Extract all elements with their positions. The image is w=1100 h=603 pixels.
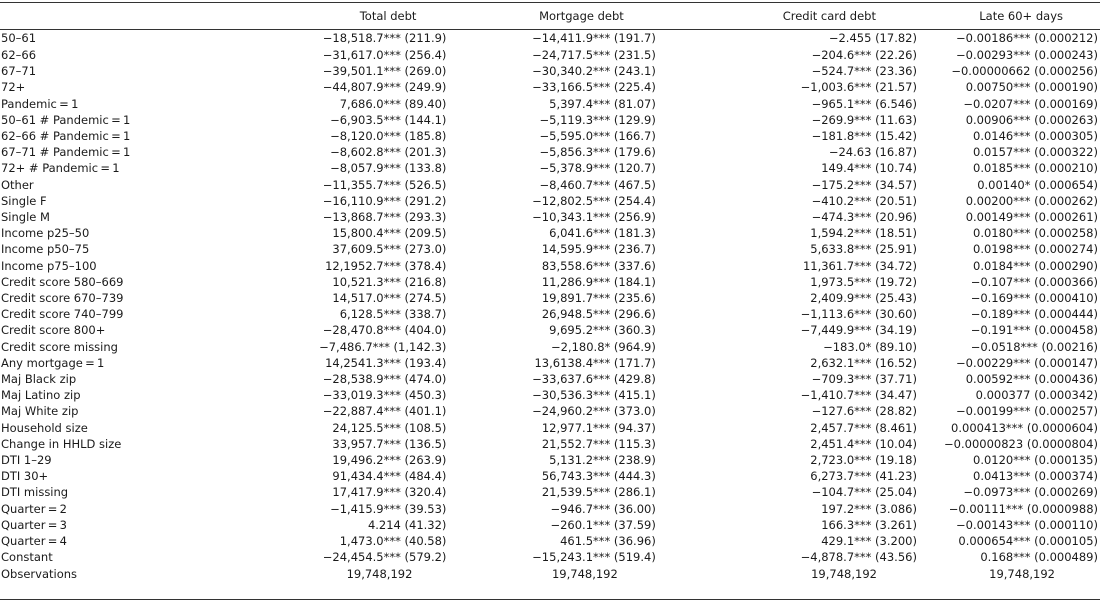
coef-cell: 9,695.2*** (360.3) [549, 323, 656, 338]
bottom-rule [0, 599, 1100, 600]
coef-cell: 0.0146*** (0.000305) [973, 129, 1098, 144]
coef-cell: 11,286.9*** (184.1) [541, 274, 656, 289]
table-row [0, 322, 1100, 338]
coef-cell: −30,340.2*** (243.1) [532, 64, 656, 79]
coef-cell: −474.3*** (20.96) [811, 210, 917, 225]
table-row [0, 209, 1100, 225]
coef-cell: 0.000377 (0.000342) [975, 388, 1098, 403]
coef-cell: −5,856.3*** (179.6) [539, 145, 656, 160]
row-label: Credit score 740–799 [1, 307, 124, 322]
coef-cell: 5,131.2*** (238.9) [549, 453, 656, 468]
coef-cell: 0.0185*** (0.000210) [973, 161, 1098, 176]
coef-cell: −11,355.7*** (526.5) [322, 177, 447, 192]
row-label: Quarter = 3 [1, 517, 67, 532]
header-cell-label [0, 3, 231, 29]
row-label: DTI 30+ [1, 469, 49, 484]
coef-cell: −0.00143*** (0.000110) [956, 517, 1098, 532]
coef-cell: 21,539.5*** (286.1) [541, 485, 656, 500]
row-label: 50–61 # Pandemic = 1 [1, 112, 131, 127]
table-row [0, 517, 1100, 533]
coef-cell: −4,878.7*** (43.56) [800, 550, 917, 565]
row-label: Single F [1, 193, 47, 208]
table-row [0, 177, 1100, 193]
coef-cell: 4.214 (41.32) [367, 517, 447, 532]
coef-cell: 2,632.1*** (16.52) [810, 355, 917, 370]
coef-cell: 429.1*** (3.200) [821, 534, 917, 549]
table-row [0, 241, 1100, 257]
table-row [0, 225, 1100, 241]
coef-cell: 0.0157*** (0.000322) [973, 145, 1098, 160]
coef-cell: −175.2*** (34.57) [811, 177, 917, 192]
row-label: Quarter = 2 [1, 501, 67, 516]
table-row [0, 79, 1100, 95]
coef-cell: 2,723.0*** (19.18) [810, 453, 917, 468]
row-label: Credit score missing [1, 339, 118, 354]
observations-row [0, 566, 1100, 582]
row-label: Credit score 580–669 [1, 274, 124, 289]
coef-cell: −6,903.5*** (144.1) [330, 112, 447, 127]
coef-cell: −104.7*** (25.04) [811, 485, 917, 500]
coef-cell: −5,378.9*** (120.7) [539, 161, 656, 176]
coef-cell: 2,457.7*** (8.461) [810, 420, 917, 435]
coef-cell: 1,973.5*** (19.72) [810, 274, 917, 289]
coef-cell: 56,743.3*** (444.3) [541, 469, 656, 484]
row-label: Constant [1, 550, 53, 565]
coef-cell: 6,273.7*** (41.23) [810, 469, 917, 484]
coef-cell: 0.00140* (0.000654) [977, 177, 1098, 192]
table-row [0, 355, 1100, 371]
coef-cell: −28,470.8*** (404.0) [322, 323, 447, 338]
coef-cell: −8,057.9*** (133.8) [330, 161, 447, 176]
table-row [0, 501, 1100, 517]
coef-cell: −524.7*** (23.36) [811, 64, 917, 79]
coef-cell: −127.6*** (28.82) [811, 404, 917, 419]
row-label: DTI 1–29 [1, 453, 52, 468]
row-label: 72+ [1, 80, 26, 95]
row-label: Single M [1, 210, 50, 225]
coef-cell: −1,410.7*** (34.47) [800, 388, 917, 403]
coef-cell: 461.5*** (36.96) [560, 534, 656, 549]
coef-cell: 0.00906*** (0.000263) [965, 112, 1098, 127]
header-cell-total-debt: Total debt [359, 9, 417, 23]
table-row [0, 47, 1100, 63]
coef-cell: −2,180.8* (964.9) [550, 339, 656, 354]
coef-cell: −22,887.4*** (401.1) [322, 404, 447, 419]
coef-cell: −2.455 (17.82) [828, 30, 917, 45]
coef-cell: 5,397.4*** (81.07) [549, 96, 656, 111]
coef-cell: −410.2*** (20.51) [811, 193, 917, 208]
row-label: Quarter = 4 [1, 534, 67, 549]
coef-cell: −24.63 (16.87) [828, 145, 917, 160]
coef-cell: 0.000413*** (0.0000604) [951, 420, 1098, 435]
coef-cell: −204.6*** (22.26) [811, 48, 917, 62]
row-label: 62–66 [1, 48, 37, 62]
coef-cell: 0.00750*** (0.000190) [965, 80, 1098, 95]
coef-cell: 13,6138.4*** (171.7) [534, 355, 656, 370]
row-label: Credit score 670–739 [1, 291, 124, 306]
coef-cell: 21,552.7*** (115.3) [541, 436, 656, 451]
table-row [0, 339, 1100, 355]
row-label: Maj Latino zip [1, 388, 81, 403]
coef-cell: −8,120.0*** (185.8) [330, 129, 447, 144]
header-row [0, 3, 1100, 29]
table-row [0, 420, 1100, 436]
coef-cell: 166.3*** (3.261) [821, 517, 917, 532]
coef-cell: −1,415.9*** (39.53) [330, 501, 447, 516]
coef-cell: 37,609.5*** (273.0) [332, 242, 447, 257]
coef-cell: −16,110.9*** (291.2) [322, 193, 447, 208]
table-row [0, 468, 1100, 484]
table-row [0, 290, 1100, 306]
coef-cell: −0.00293*** (0.000243) [956, 48, 1098, 62]
coef-cell: −183.0* (89.10) [823, 339, 917, 354]
table-row [0, 533, 1100, 549]
table-row [0, 436, 1100, 452]
coef-cell: 0.00200*** (0.000262) [965, 193, 1098, 208]
coef-cell: −0.0207*** (0.000169) [963, 96, 1098, 111]
coef-cell: −33,019.3*** (450.3) [322, 388, 447, 403]
row-label: Household size [1, 420, 88, 435]
row-label: 67–71 [1, 64, 37, 79]
coef-cell: −7,449.9*** (34.19) [800, 323, 917, 338]
observations-value: 19,748,192 [551, 566, 618, 581]
row-label: Pandemic = 1 [1, 96, 79, 111]
coef-cell: −709.3*** (37.71) [811, 372, 917, 387]
coef-cell: 0.0180*** (0.000258) [973, 226, 1098, 241]
coef-cell: 0.0413*** (0.000374) [973, 469, 1098, 484]
coef-cell: −0.191*** (0.000458) [970, 323, 1098, 338]
coef-cell: 0.00149*** (0.000261) [965, 210, 1098, 225]
coef-cell: 7,686.0*** (89.40) [339, 96, 447, 111]
coef-cell: 24,125.5*** (108.5) [332, 420, 447, 435]
coef-cell: 0.000654*** (0.000105) [958, 534, 1098, 549]
coef-cell: 6,128.5*** (338.7) [339, 307, 447, 322]
coef-cell: −0.00000662 (0.000256) [951, 64, 1098, 79]
coef-cell: −0.189*** (0.000444) [970, 307, 1098, 322]
coef-cell: −24,454.5*** (579.2) [322, 550, 447, 565]
coef-cell: −8,460.7*** (467.5) [539, 177, 656, 192]
coef-cell: −946.7*** (36.00) [550, 501, 656, 516]
coef-cell: −269.9*** (11.63) [811, 112, 917, 127]
coef-cell: −15,243.1*** (519.4) [532, 550, 656, 565]
header-cell-credit-card-debt: Credit card debt [782, 9, 876, 23]
coef-cell: −30,536.3*** (415.1) [532, 388, 656, 403]
observations-value: 19,748,192 [811, 566, 877, 581]
coef-cell: −260.1*** (37.59) [550, 517, 656, 532]
table-row [0, 128, 1100, 144]
coef-cell: 1,594.2*** (18.51) [810, 226, 917, 241]
table-row [0, 160, 1100, 176]
coef-cell: 2,451.4*** (10.04) [810, 436, 917, 451]
row-label: Change in HHLD size [1, 436, 122, 451]
row-label: Credit score 800+ [1, 323, 106, 338]
coef-cell: 12,1952.7*** (378.4) [325, 258, 447, 273]
coef-cell: −33,166.5*** (225.4) [532, 80, 656, 95]
coef-cell: −0.0518*** (0.00216) [970, 339, 1098, 354]
table-row [0, 403, 1100, 419]
observations-value: 19,748,192 [989, 566, 1055, 581]
table-row [0, 452, 1100, 468]
coef-cell: 15,800.4*** (209.5) [332, 226, 447, 241]
row-label: Income p50–75 [1, 242, 90, 257]
coef-cell: 17,417.9*** (320.4) [332, 485, 447, 500]
coef-cell: −965.1*** (6.546) [811, 96, 917, 111]
coef-cell: 14,2541.3*** (193.4) [325, 355, 447, 370]
coef-cell: 0.00592*** (0.000436) [965, 372, 1098, 387]
table-row [0, 193, 1100, 209]
coef-cell: −33,637.6*** (429.8) [532, 372, 656, 387]
coef-cell: −0.00000823 (0.0000804) [944, 436, 1098, 451]
coef-cell: 91,434.4*** (484.4) [332, 469, 447, 484]
table-row [0, 306, 1100, 322]
coef-cell: −39,501.1*** (269.0) [322, 64, 447, 79]
coef-cell: 19,496.2*** (263.9) [332, 453, 447, 468]
coef-cell: −28,538.9*** (474.0) [322, 372, 447, 387]
row-label: 72+ # Pandemic = 1 [1, 161, 120, 176]
coef-cell: 149.4*** (10.74) [821, 161, 917, 176]
coef-cell: −13,868.7*** (293.3) [322, 210, 447, 225]
coef-cell: −0.00186*** (0.000212) [956, 30, 1098, 45]
table-row [0, 29, 1100, 47]
table-row [0, 549, 1100, 565]
coef-cell: −5,119.3*** (129.9) [539, 112, 656, 127]
coef-cell: 0.168*** (0.000489) [980, 550, 1098, 565]
coef-cell: −0.00229*** (0.000147) [956, 355, 1098, 370]
observations-label: Observations [1, 566, 78, 581]
coef-cell: −181.8*** (15.42) [811, 129, 917, 144]
coef-cell: −1,003.6*** (21.57) [800, 80, 917, 95]
coef-cell: 197.2*** (3.086) [821, 501, 917, 516]
coef-cell: 33,957.7*** (136.5) [332, 436, 447, 451]
coef-cell: 0.0184*** (0.000290) [973, 258, 1098, 273]
coef-cell: 1,473.0*** (40.58) [339, 534, 447, 549]
row-label: 62–66 # Pandemic = 1 [1, 129, 131, 144]
coef-cell: −18,518.7*** (211.9) [322, 30, 447, 45]
coef-cell: 2,409.9*** (25.43) [810, 291, 917, 306]
table-row [0, 258, 1100, 274]
row-label: Other [1, 177, 34, 192]
header-cell-late-60-days: Late 60+ days [979, 9, 1063, 23]
coef-cell: −0.169*** (0.000410) [970, 291, 1098, 306]
row-label: Income p75–100 [1, 258, 97, 273]
table-body [0, 29, 1100, 582]
coef-cell: −0.00199*** (0.000257) [956, 404, 1098, 419]
coef-cell: −24,960.2*** (373.0) [532, 404, 656, 419]
coef-cell: −12,802.5*** (254.4) [532, 193, 656, 208]
coef-cell: 12,977.1*** (94.37) [541, 420, 656, 435]
row-label: Income p25–50 [1, 226, 90, 241]
coef-cell: −8,602.8*** (201.3) [330, 145, 447, 160]
coef-cell: −44,807.9*** (249.9) [322, 80, 447, 95]
coef-cell: 10,521.3*** (216.8) [332, 274, 447, 289]
coef-cell: 0.0120*** (0.000135) [973, 453, 1098, 468]
coef-cell: 0.0198*** (0.000274) [973, 242, 1098, 257]
coef-cell: −5,595.0*** (166.7) [539, 129, 656, 144]
row-label: Any mortgage = 1 [1, 355, 105, 370]
row-label: 67–71 # Pandemic = 1 [1, 145, 131, 160]
header-cell-mortgage-debt: Mortgage debt [539, 9, 624, 23]
coef-cell: −10,343.1*** (256.9) [532, 210, 656, 225]
coef-cell: 5,633.8*** (25.91) [810, 242, 917, 257]
coef-cell: −0.00111*** (0.0000988) [948, 501, 1098, 516]
coef-cell: −7,486.7*** (1,142.3) [319, 339, 447, 354]
row-label: 50–61 [1, 30, 37, 45]
table-row [0, 144, 1100, 160]
coef-cell: −14,411.9*** (191.7) [532, 30, 656, 45]
coef-cell: 83,558.6*** (337.6) [541, 258, 656, 273]
coef-cell: 19,891.7*** (235.6) [541, 291, 656, 306]
table-row [0, 484, 1100, 500]
coef-cell: −31,617.0*** (256.4) [322, 48, 447, 62]
table-row [0, 274, 1100, 290]
coef-cell: −0.0973*** (0.000269) [963, 485, 1098, 500]
coef-cell: −0.107*** (0.000366) [970, 274, 1098, 289]
table-row [0, 387, 1100, 403]
coef-cell: 6,041.6*** (181.3) [549, 226, 656, 241]
table-row [0, 371, 1100, 387]
coef-cell: 26,948.5*** (296.6) [541, 307, 656, 322]
coef-cell: 11,361.7*** (34.72) [802, 258, 917, 273]
coef-cell: 14,517.0*** (274.5) [332, 291, 447, 306]
table-row [0, 63, 1100, 79]
row-label: DTI missing [1, 485, 69, 500]
table-row [0, 96, 1100, 112]
coef-cell: −1,113.6*** (30.60) [800, 307, 917, 322]
regression-table [0, 3, 1100, 582]
row-label: Maj White zip [1, 404, 79, 419]
row-label: Maj Black zip [1, 372, 77, 387]
table-row [0, 112, 1100, 128]
coef-cell: −24,717.5*** (231.5) [532, 48, 656, 62]
observations-value: 19,748,192 [346, 566, 413, 581]
coef-cell: 14,595.9*** (236.7) [541, 242, 656, 257]
